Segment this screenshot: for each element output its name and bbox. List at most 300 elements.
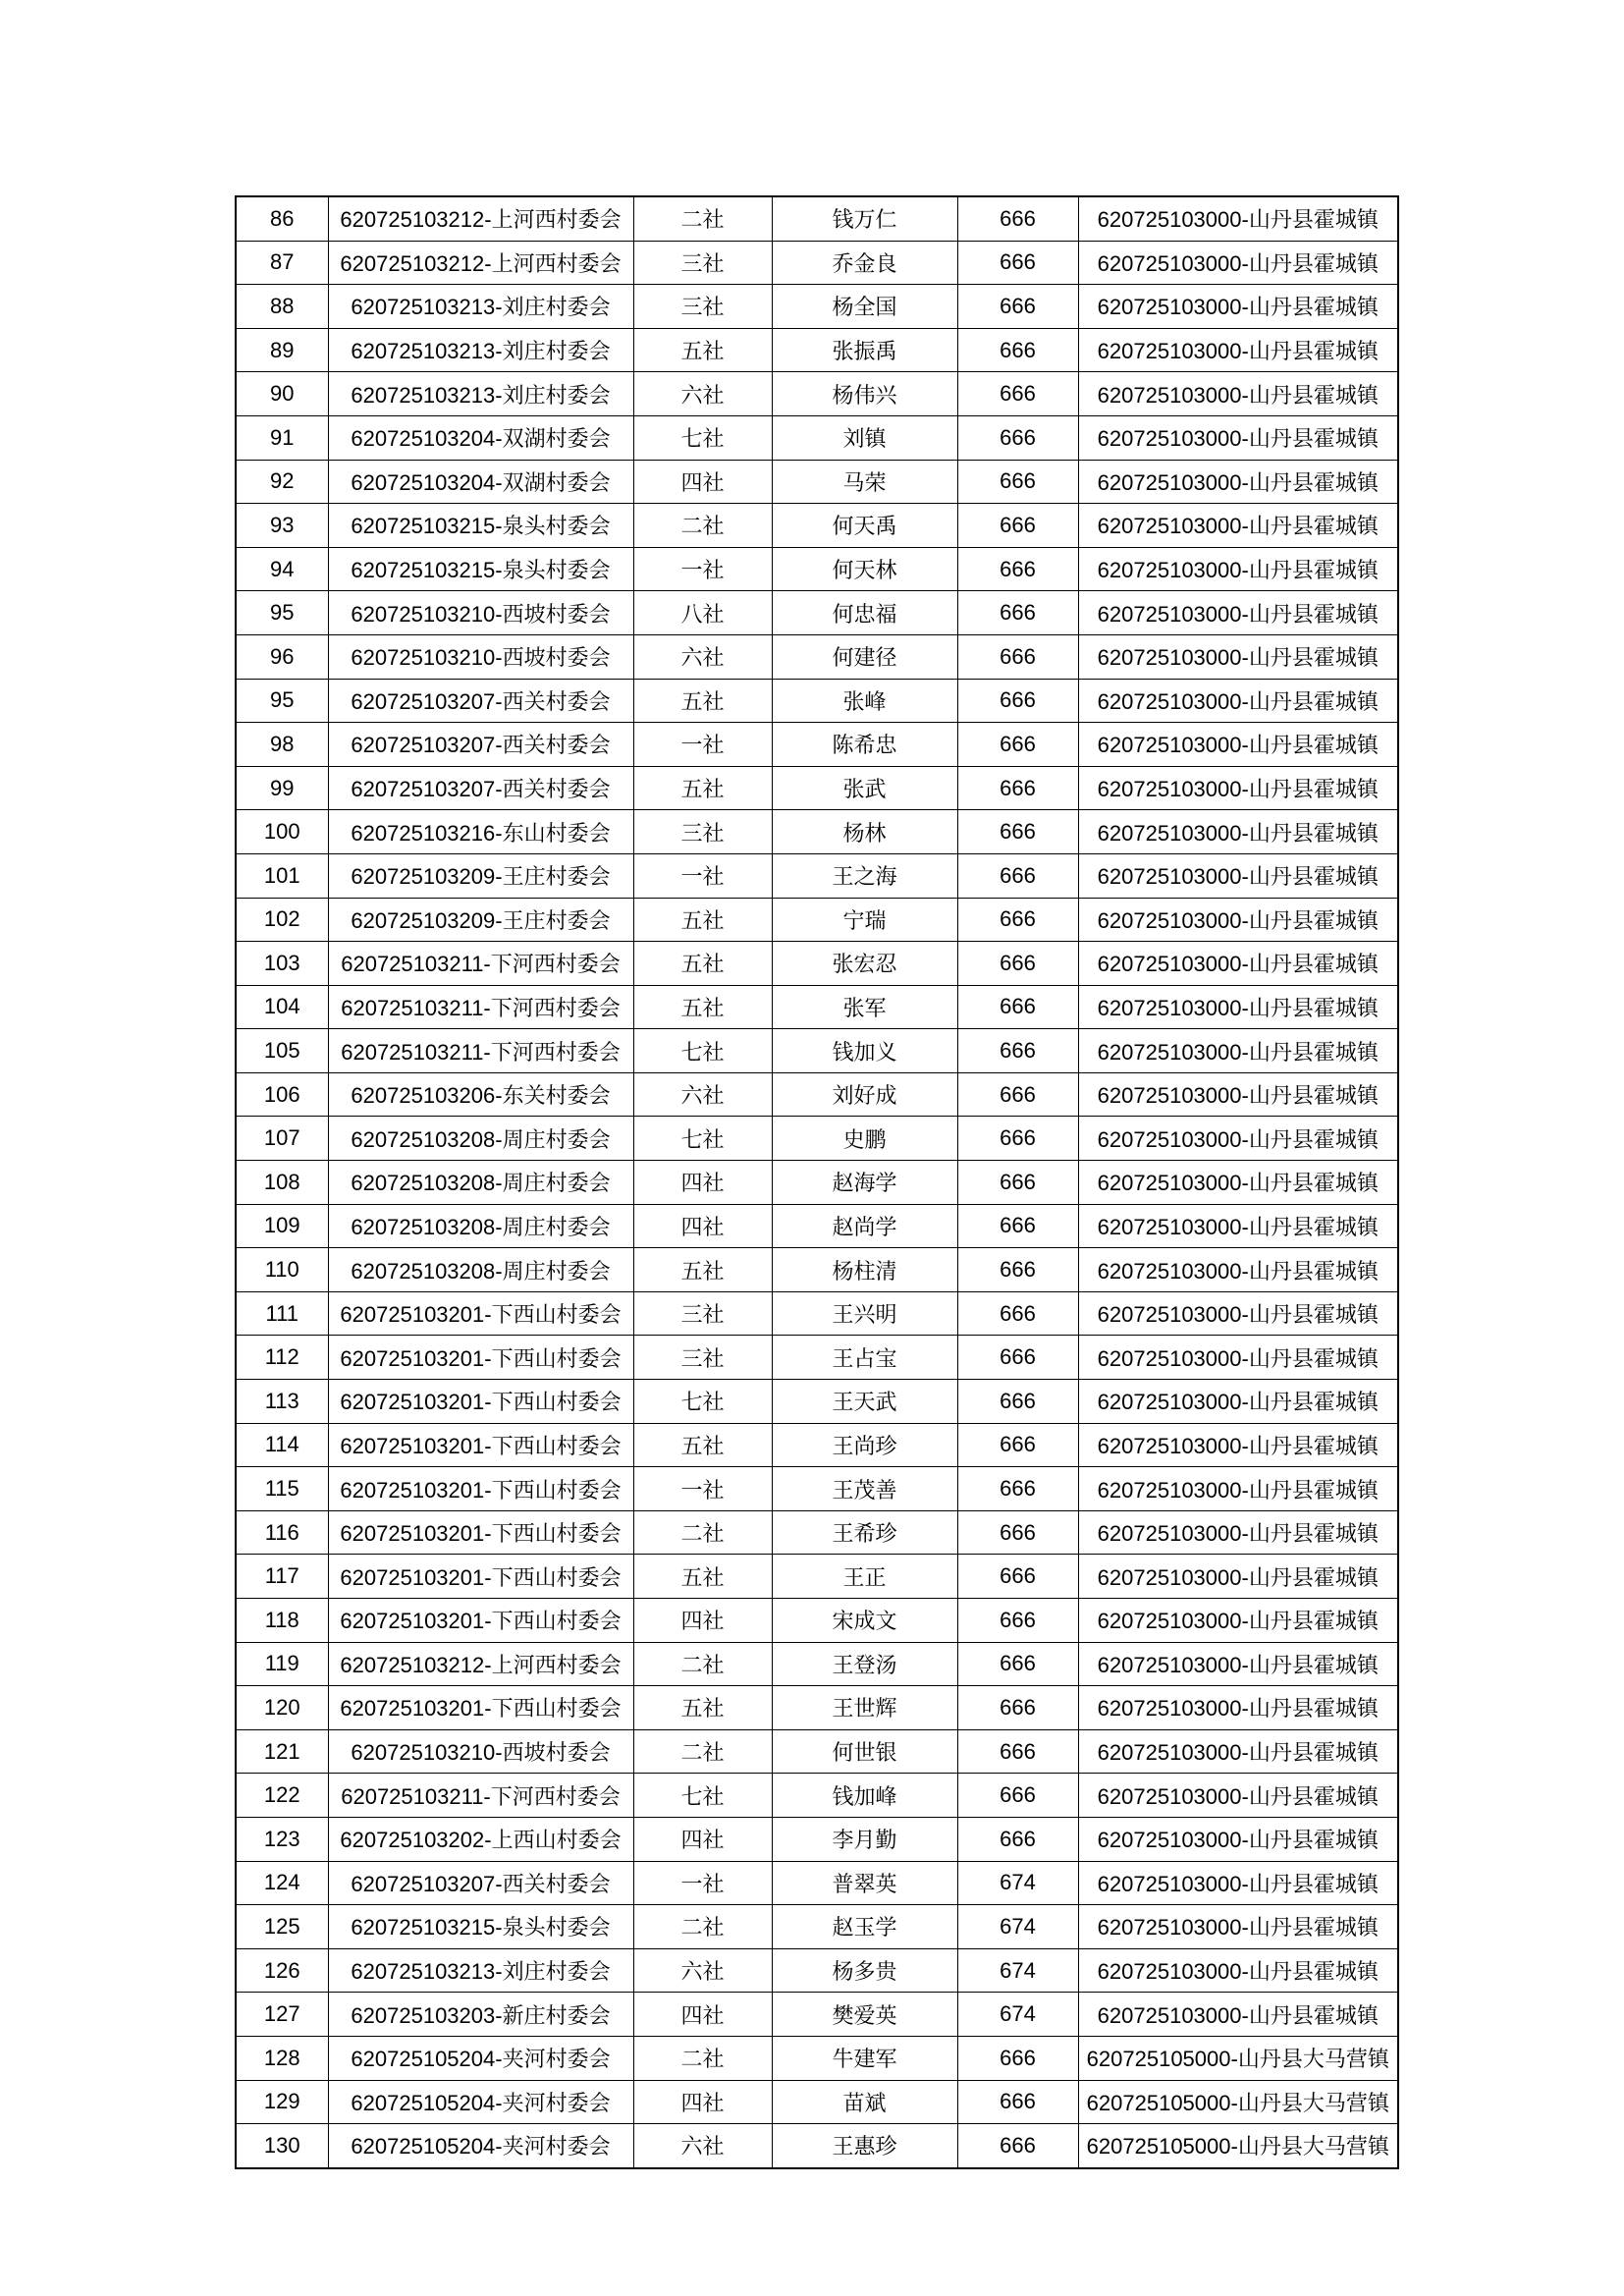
town-cell: 620725103000-山丹县霍城镇 [1078, 285, 1398, 329]
group-cell: 二社 [633, 1729, 772, 1774]
town-cell: 620725103000-山丹县霍城镇 [1078, 196, 1398, 241]
group-cell: 二社 [633, 504, 772, 548]
name-cell: 马荣 [772, 460, 957, 504]
amount-cell: 666 [957, 766, 1078, 810]
town-cell: 620725103000-山丹县霍城镇 [1078, 1029, 1398, 1073]
table-row [236, 679, 1398, 723]
amount-cell: 666 [957, 1686, 1078, 1730]
table-row [236, 898, 1398, 942]
town-cell: 620725103000-山丹县霍城镇 [1078, 1117, 1398, 1161]
table-row [236, 1510, 1398, 1555]
name-cell: 刘好成 [772, 1072, 957, 1117]
row-number-cell: 93 [236, 504, 328, 548]
amount-cell: 666 [957, 1729, 1078, 1774]
group-cell: 六社 [633, 1948, 772, 1993]
village-committee-cell: 620725103201-下西山村委会 [328, 1555, 633, 1599]
name-cell: 乔金良 [772, 241, 957, 285]
group-cell: 六社 [633, 1072, 772, 1117]
table-row [236, 547, 1398, 591]
table-row [236, 1248, 1398, 1292]
group-cell: 三社 [633, 1336, 772, 1380]
table-row [236, 1423, 1398, 1467]
village-committee-cell: 620725103207-西关村委会 [328, 723, 633, 767]
amount-cell: 674 [957, 1948, 1078, 1993]
village-committee-cell: 620725103207-西关村委会 [328, 1861, 633, 1905]
name-cell: 王茂善 [772, 1467, 957, 1511]
table-row [236, 241, 1398, 285]
village-committee-cell: 620725103208-周庄村委会 [328, 1204, 633, 1248]
name-cell: 赵海学 [772, 1161, 957, 1205]
town-cell: 620725103000-山丹县霍城镇 [1078, 372, 1398, 416]
village-committee-cell: 620725103201-下西山村委会 [328, 1686, 633, 1730]
group-cell: 七社 [633, 1117, 772, 1161]
table-row [236, 1336, 1398, 1380]
group-cell: 三社 [633, 1291, 772, 1336]
row-number-cell: 91 [236, 415, 328, 460]
town-cell: 620725103000-山丹县霍城镇 [1078, 460, 1398, 504]
group-cell: 三社 [633, 241, 772, 285]
village-committee-cell: 620725103203-新庄村委会 [328, 1993, 633, 2037]
town-cell: 620725103000-山丹县霍城镇 [1078, 942, 1398, 986]
amount-cell: 674 [957, 1861, 1078, 1905]
town-cell: 620725103000-山丹县霍城镇 [1078, 241, 1398, 285]
village-committee-cell: 620725103208-周庄村委会 [328, 1161, 633, 1205]
table-row [236, 1729, 1398, 1774]
row-number-cell: 130 [236, 2124, 328, 2168]
town-cell: 620725103000-山丹县霍城镇 [1078, 1467, 1398, 1511]
row-number-cell: 122 [236, 1774, 328, 1818]
row-number-cell: 99 [236, 766, 328, 810]
name-cell: 苗斌 [772, 2080, 957, 2124]
row-number-cell: 105 [236, 1029, 328, 1073]
town-cell: 620725103000-山丹县霍城镇 [1078, 985, 1398, 1029]
group-cell: 一社 [633, 723, 772, 767]
village-committee-cell: 620725103201-下西山村委会 [328, 1380, 633, 1424]
name-cell: 杨林 [772, 810, 957, 854]
name-cell: 王世辉 [772, 1686, 957, 1730]
amount-cell: 666 [957, 1248, 1078, 1292]
town-cell: 620725103000-山丹县霍城镇 [1078, 547, 1398, 591]
amount-cell: 666 [957, 942, 1078, 986]
row-number-cell: 86 [236, 196, 328, 241]
row-number-cell: 114 [236, 1423, 328, 1467]
amount-cell: 666 [957, 985, 1078, 1029]
table-row [236, 460, 1398, 504]
town-cell: 620725103000-山丹县霍城镇 [1078, 679, 1398, 723]
village-committee-cell: 620725103201-下西山村委会 [328, 1291, 633, 1336]
town-cell: 620725103000-山丹县霍城镇 [1078, 1248, 1398, 1292]
amount-cell: 666 [957, 241, 1078, 285]
row-number-cell: 109 [236, 1204, 328, 1248]
table-row [236, 1993, 1398, 2037]
amount-cell: 666 [957, 285, 1078, 329]
group-cell: 五社 [633, 985, 772, 1029]
table-row [236, 285, 1398, 329]
village-committee-cell: 620725103201-下西山村委会 [328, 1467, 633, 1511]
town-cell: 620725103000-山丹县霍城镇 [1078, 1861, 1398, 1905]
name-cell: 钱加义 [772, 1029, 957, 1073]
town-cell: 620725103000-山丹县霍城镇 [1078, 1729, 1398, 1774]
amount-cell: 666 [957, 547, 1078, 591]
village-committee-cell: 620725103211-下河西村委会 [328, 942, 633, 986]
row-number-cell: 121 [236, 1729, 328, 1774]
village-committee-cell: 620725103212-上河西村委会 [328, 196, 633, 241]
village-committee-cell: 620725103213-刘庄村委会 [328, 1948, 633, 1993]
group-cell: 五社 [633, 898, 772, 942]
name-cell: 李月勤 [772, 1817, 957, 1861]
group-cell: 五社 [633, 942, 772, 986]
table-row [236, 372, 1398, 416]
amount-cell: 666 [957, 2124, 1078, 2168]
table-row [236, 1380, 1398, 1424]
row-number-cell: 112 [236, 1336, 328, 1380]
table-row [236, 328, 1398, 372]
name-cell: 王登汤 [772, 1642, 957, 1686]
amount-cell: 666 [957, 196, 1078, 241]
village-committee-cell: 620725103207-西关村委会 [328, 766, 633, 810]
village-committee-cell: 620725103212-上河西村委会 [328, 1642, 633, 1686]
village-committee-cell: 620725103202-上西山村委会 [328, 1817, 633, 1861]
group-cell: 二社 [633, 1642, 772, 1686]
row-number-cell: 108 [236, 1161, 328, 1205]
table-row [236, 1204, 1398, 1248]
amount-cell: 666 [957, 1117, 1078, 1161]
table-row [236, 196, 1398, 241]
name-cell: 杨多贵 [772, 1948, 957, 1993]
village-committee-cell: 620725103210-西坡村委会 [328, 591, 633, 635]
name-cell: 杨柱清 [772, 1248, 957, 1292]
row-number-cell: 106 [236, 1072, 328, 1117]
table-row [236, 2080, 1398, 2124]
group-cell: 二社 [633, 1510, 772, 1555]
town-cell: 620725103000-山丹县霍城镇 [1078, 1336, 1398, 1380]
town-cell: 620725103000-山丹县霍城镇 [1078, 1291, 1398, 1336]
row-number-cell: 123 [236, 1817, 328, 1861]
town-cell: 620725105000-山丹县大马营镇 [1078, 2124, 1398, 2168]
name-cell: 何建径 [772, 634, 957, 679]
name-cell: 何天禹 [772, 504, 957, 548]
group-cell: 六社 [633, 372, 772, 416]
amount-cell: 666 [957, 1204, 1078, 1248]
town-cell: 620725103000-山丹县霍城镇 [1078, 634, 1398, 679]
table-row [236, 985, 1398, 1029]
amount-cell: 666 [957, 1467, 1078, 1511]
amount-cell: 674 [957, 1993, 1078, 2037]
town-cell: 620725103000-山丹县霍城镇 [1078, 1817, 1398, 1861]
row-number-cell: 103 [236, 942, 328, 986]
data-table [235, 195, 1399, 2169]
town-cell: 620725103000-山丹县霍城镇 [1078, 766, 1398, 810]
village-committee-cell: 620725105204-夹河村委会 [328, 2036, 633, 2080]
group-cell: 七社 [633, 415, 772, 460]
town-cell: 620725103000-山丹县霍城镇 [1078, 1642, 1398, 1686]
group-cell: 四社 [633, 1993, 772, 2037]
name-cell: 王惠珍 [772, 2124, 957, 2168]
table-row [236, 1555, 1398, 1599]
amount-cell: 666 [957, 1817, 1078, 1861]
row-number-cell: 87 [236, 241, 328, 285]
table-row [236, 415, 1398, 460]
village-committee-cell: 620725103201-下西山村委会 [328, 1423, 633, 1467]
amount-cell: 666 [957, 1336, 1078, 1380]
amount-cell: 666 [957, 1642, 1078, 1686]
table-row [236, 1072, 1398, 1117]
row-number-cell: 101 [236, 853, 328, 898]
table-row [236, 1686, 1398, 1730]
village-committee-cell: 620725103212-上河西村委会 [328, 241, 633, 285]
town-cell: 620725103000-山丹县霍城镇 [1078, 853, 1398, 898]
group-cell: 四社 [633, 460, 772, 504]
village-committee-cell: 620725103204-双湖村委会 [328, 415, 633, 460]
name-cell: 赵尚学 [772, 1204, 957, 1248]
name-cell: 何天林 [772, 547, 957, 591]
row-number-cell: 94 [236, 547, 328, 591]
village-committee-cell: 620725103213-刘庄村委会 [328, 328, 633, 372]
town-cell: 620725103000-山丹县霍城镇 [1078, 1993, 1398, 2037]
group-cell: 四社 [633, 2080, 772, 2124]
table-row [236, 1817, 1398, 1861]
row-number-cell: 96 [236, 634, 328, 679]
table-row [236, 1599, 1398, 1643]
amount-cell: 666 [957, 1072, 1078, 1117]
town-cell: 620725103000-山丹县霍城镇 [1078, 504, 1398, 548]
row-number-cell: 120 [236, 1686, 328, 1730]
village-committee-cell: 620725103213-刘庄村委会 [328, 285, 633, 329]
amount-cell: 666 [957, 679, 1078, 723]
row-number-cell: 128 [236, 2036, 328, 2080]
table-row [236, 766, 1398, 810]
name-cell: 王之海 [772, 853, 957, 898]
name-cell: 杨全国 [772, 285, 957, 329]
village-committee-cell: 620725103204-双湖村委会 [328, 460, 633, 504]
group-cell: 八社 [633, 591, 772, 635]
amount-cell: 666 [957, 1555, 1078, 1599]
row-number-cell: 98 [236, 723, 328, 767]
village-committee-cell: 620725103213-刘庄村委会 [328, 372, 633, 416]
name-cell: 王兴明 [772, 1291, 957, 1336]
row-number-cell: 107 [236, 1117, 328, 1161]
amount-cell: 666 [957, 853, 1078, 898]
amount-cell: 666 [957, 591, 1078, 635]
row-number-cell: 95 [236, 679, 328, 723]
name-cell: 钱万仁 [772, 196, 957, 241]
name-cell: 钱加峰 [772, 1774, 957, 1818]
table-row [236, 810, 1398, 854]
row-number-cell: 129 [236, 2080, 328, 2124]
row-number-cell: 111 [236, 1291, 328, 1336]
village-committee-cell: 620725103215-泉头村委会 [328, 1905, 633, 1949]
town-cell: 620725103000-山丹县霍城镇 [1078, 723, 1398, 767]
row-number-cell: 127 [236, 1993, 328, 2037]
village-committee-cell: 620725103206-东关村委会 [328, 1072, 633, 1117]
table-row [236, 1117, 1398, 1161]
name-cell: 赵玉学 [772, 1905, 957, 1949]
group-cell: 一社 [633, 853, 772, 898]
amount-cell: 666 [957, 2080, 1078, 2124]
table-row [236, 1774, 1398, 1818]
amount-cell: 666 [957, 460, 1078, 504]
name-cell: 陈希忠 [772, 723, 957, 767]
row-number-cell: 104 [236, 985, 328, 1029]
town-cell: 620725103000-山丹县霍城镇 [1078, 1204, 1398, 1248]
village-committee-cell: 620725103215-泉头村委会 [328, 504, 633, 548]
group-cell: 四社 [633, 1161, 772, 1205]
town-cell: 620725105000-山丹县大马营镇 [1078, 2036, 1398, 2080]
town-cell: 620725103000-山丹县霍城镇 [1078, 1555, 1398, 1599]
village-committee-cell: 620725103211-下河西村委会 [328, 985, 633, 1029]
table-row [236, 1861, 1398, 1905]
amount-cell: 666 [957, 415, 1078, 460]
name-cell: 张宏忍 [772, 942, 957, 986]
amount-cell: 666 [957, 1029, 1078, 1073]
town-cell: 620725103000-山丹县霍城镇 [1078, 1161, 1398, 1205]
amount-cell: 666 [957, 328, 1078, 372]
village-committee-cell: 620725105204-夹河村委会 [328, 2080, 633, 2124]
town-cell: 620725103000-山丹县霍城镇 [1078, 415, 1398, 460]
row-number-cell: 90 [236, 372, 328, 416]
name-cell: 宁瑞 [772, 898, 957, 942]
row-number-cell: 102 [236, 898, 328, 942]
village-committee-cell: 620725103209-王庄村委会 [328, 898, 633, 942]
amount-cell: 666 [957, 1161, 1078, 1205]
group-cell: 五社 [633, 679, 772, 723]
table-row [236, 2124, 1398, 2168]
name-cell: 张武 [772, 766, 957, 810]
group-cell: 五社 [633, 1555, 772, 1599]
town-cell: 620725103000-山丹县霍城镇 [1078, 1948, 1398, 1993]
table-row [236, 942, 1398, 986]
name-cell: 王尚珍 [772, 1423, 957, 1467]
table-row [236, 2036, 1398, 2080]
table-body [236, 196, 1398, 2168]
table-row [236, 723, 1398, 767]
row-number-cell: 100 [236, 810, 328, 854]
village-committee-cell: 620725103207-西关村委会 [328, 679, 633, 723]
name-cell: 何世银 [772, 1729, 957, 1774]
row-number-cell: 113 [236, 1380, 328, 1424]
group-cell: 五社 [633, 766, 772, 810]
row-number-cell: 116 [236, 1510, 328, 1555]
village-committee-cell: 620725103215-泉头村委会 [328, 547, 633, 591]
village-committee-cell: 620725103211-下河西村委会 [328, 1774, 633, 1818]
town-cell: 620725103000-山丹县霍城镇 [1078, 591, 1398, 635]
village-committee-cell: 620725103216-东山村委会 [328, 810, 633, 854]
row-number-cell: 126 [236, 1948, 328, 1993]
amount-cell: 674 [957, 1905, 1078, 1949]
amount-cell: 666 [957, 898, 1078, 942]
amount-cell: 666 [957, 723, 1078, 767]
row-number-cell: 117 [236, 1555, 328, 1599]
table-row [236, 591, 1398, 635]
group-cell: 二社 [633, 196, 772, 241]
amount-cell: 666 [957, 372, 1078, 416]
group-cell: 六社 [633, 2124, 772, 2168]
table-row [236, 1905, 1398, 1949]
village-committee-cell: 620725103211-下河西村委会 [328, 1029, 633, 1073]
table-row [236, 1029, 1398, 1073]
amount-cell: 666 [957, 1291, 1078, 1336]
amount-cell: 666 [957, 1380, 1078, 1424]
group-cell: 二社 [633, 1905, 772, 1949]
row-number-cell: 119 [236, 1642, 328, 1686]
group-cell: 三社 [633, 285, 772, 329]
town-cell: 620725103000-山丹县霍城镇 [1078, 1510, 1398, 1555]
town-cell: 620725103000-山丹县霍城镇 [1078, 328, 1398, 372]
amount-cell: 666 [957, 634, 1078, 679]
name-cell: 王正 [772, 1555, 957, 1599]
town-cell: 620725103000-山丹县霍城镇 [1078, 898, 1398, 942]
amount-cell: 666 [957, 810, 1078, 854]
group-cell: 四社 [633, 1817, 772, 1861]
name-cell: 王天武 [772, 1380, 957, 1424]
group-cell: 五社 [633, 328, 772, 372]
village-committee-cell: 620725103201-下西山村委会 [328, 1599, 633, 1643]
name-cell: 王占宝 [772, 1336, 957, 1380]
name-cell: 刘镇 [772, 415, 957, 460]
amount-cell: 666 [957, 1510, 1078, 1555]
name-cell: 杨伟兴 [772, 372, 957, 416]
amount-cell: 666 [957, 504, 1078, 548]
table-row [236, 1161, 1398, 1205]
table-row [236, 1291, 1398, 1336]
amount-cell: 666 [957, 1774, 1078, 1818]
village-committee-cell: 620725103208-周庄村委会 [328, 1117, 633, 1161]
group-cell: 四社 [633, 1599, 772, 1643]
town-cell: 620725103000-山丹县霍城镇 [1078, 1423, 1398, 1467]
name-cell: 牛建军 [772, 2036, 957, 2080]
village-committee-cell: 620725103209-王庄村委会 [328, 853, 633, 898]
town-cell: 620725103000-山丹县霍城镇 [1078, 1072, 1398, 1117]
row-number-cell: 115 [236, 1467, 328, 1511]
group-cell: 六社 [633, 634, 772, 679]
table-row [236, 504, 1398, 548]
table-row [236, 1642, 1398, 1686]
name-cell: 王希珍 [772, 1510, 957, 1555]
row-number-cell: 92 [236, 460, 328, 504]
group-cell: 一社 [633, 1467, 772, 1511]
name-cell: 张峰 [772, 679, 957, 723]
name-cell: 史鹏 [772, 1117, 957, 1161]
row-number-cell: 125 [236, 1905, 328, 1949]
row-number-cell: 95 [236, 591, 328, 635]
village-committee-cell: 620725103201-下西山村委会 [328, 1510, 633, 1555]
village-committee-cell: 620725103208-周庄村委会 [328, 1248, 633, 1292]
table-row [236, 853, 1398, 898]
town-cell: 620725103000-山丹县霍城镇 [1078, 1599, 1398, 1643]
group-cell: 五社 [633, 1423, 772, 1467]
group-cell: 七社 [633, 1029, 772, 1073]
row-number-cell: 88 [236, 285, 328, 329]
amount-cell: 666 [957, 1423, 1078, 1467]
row-number-cell: 110 [236, 1248, 328, 1292]
name-cell: 宋成文 [772, 1599, 957, 1643]
town-cell: 620725105000-山丹县大马营镇 [1078, 2080, 1398, 2124]
group-cell: 四社 [633, 1204, 772, 1248]
table-row [236, 1948, 1398, 1993]
row-number-cell: 89 [236, 328, 328, 372]
town-cell: 620725103000-山丹县霍城镇 [1078, 1774, 1398, 1818]
name-cell: 樊爱英 [772, 1993, 957, 2037]
town-cell: 620725103000-山丹县霍城镇 [1078, 1686, 1398, 1730]
group-cell: 一社 [633, 547, 772, 591]
group-cell: 一社 [633, 1861, 772, 1905]
name-cell: 张军 [772, 985, 957, 1029]
name-cell: 张振禹 [772, 328, 957, 372]
row-number-cell: 118 [236, 1599, 328, 1643]
table-row [236, 634, 1398, 679]
row-number-cell: 124 [236, 1861, 328, 1905]
village-committee-cell: 620725103210-西坡村委会 [328, 1729, 633, 1774]
